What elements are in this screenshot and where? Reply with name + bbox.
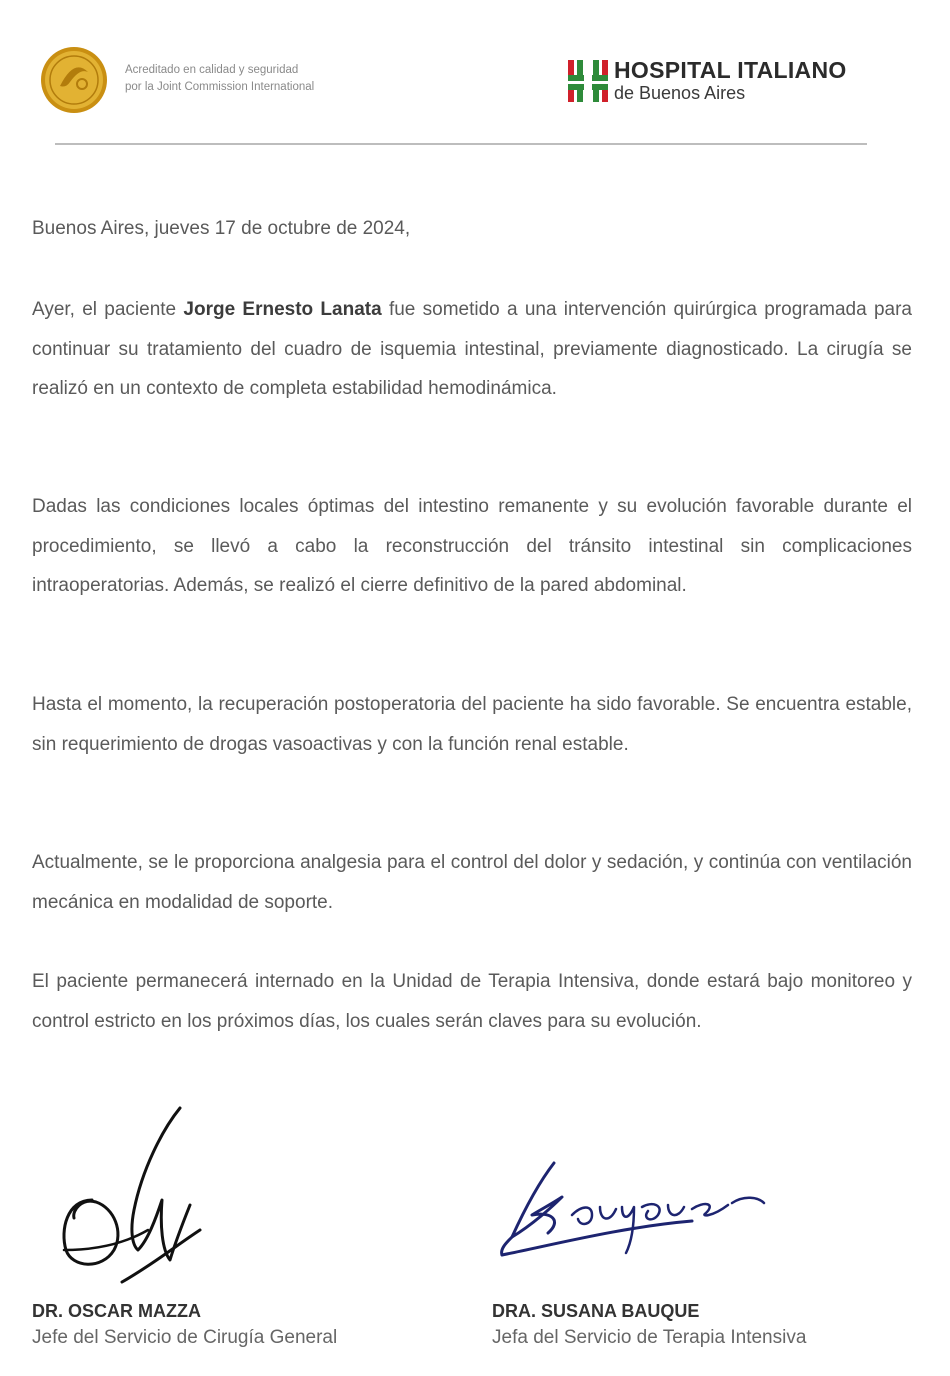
hospital-location: de Buenos Aires bbox=[614, 83, 746, 103]
paragraph-icu: El paciente permanecerá internado en la Unidad de Terapia Intensiva, donde estará bajo monitoreo y control estricto en los próximos días, los cuales serán claves para su evolución. bbox=[32, 971, 912, 1032]
hospital-name: HOSPITAL ITALIANO bbox=[614, 57, 847, 83]
header-divider bbox=[55, 143, 867, 145]
signer-name-1: DR. OSCAR MAZZA bbox=[32, 1301, 201, 1321]
paragraph-analgesia: Actualmente, se le proporciona analgesia para el control del dolor y sedación, y continúa con ventilación mecánica en modalidad de soporte. bbox=[32, 852, 912, 913]
accreditation-seal-icon bbox=[40, 46, 108, 114]
signer-role-2: Jefa del Servicio de Terapia Intensiva bbox=[492, 1327, 807, 1348]
letter-date: Buenos Aires, jueves 17 de octubre de 2024, bbox=[32, 218, 411, 239]
hospital-cross-icon bbox=[568, 60, 608, 102]
accreditation-line-1: Acreditado en calidad y seguridad bbox=[125, 64, 299, 76]
signature-bauque-icon bbox=[492, 1145, 782, 1275]
p1-rest: fue sometido a una intervención quirúrgica programada para continuar su tratamiento del cuadro de isquemia intestinal, previamente diagnosticado. La cirugía se realizó en un contexto de completa estabilidad hemodinámica. bbox=[32, 299, 912, 399]
p1-intro: Ayer, el paciente bbox=[32, 299, 184, 320]
accreditation-text bbox=[125, 62, 314, 96]
letterhead bbox=[0, 0, 950, 150]
signature-mazza-icon bbox=[52, 1100, 222, 1290]
paragraph-surgery bbox=[32, 290, 912, 409]
accreditation-line-2: por la Joint Commission International bbox=[125, 81, 315, 93]
paragraph-reconstruction: Dadas las condiciones locales óptimas del intestino remanente y su evolución favorable durante el procedimiento, se llevó a cabo la reconstrucción del tránsito intestinal sin complicaciones intraoperatorias. Además, se realizó el cierre definitivo de la pared abdominal. bbox=[32, 496, 912, 596]
signer-name-2: DRA. SUSANA BAUQUE bbox=[492, 1301, 700, 1321]
paragraph-recovery: Hasta el momento, la recuperación postoperatoria del paciente ha sido favorable. Se encuentra estable, sin requerimiento de drogas vasoactivas y con la función renal estable. bbox=[32, 694, 912, 755]
signer-role-1: Jefe del Servicio de Cirugía General bbox=[32, 1327, 338, 1348]
patient-name: Jorge Ernesto Lanata bbox=[183, 299, 382, 320]
